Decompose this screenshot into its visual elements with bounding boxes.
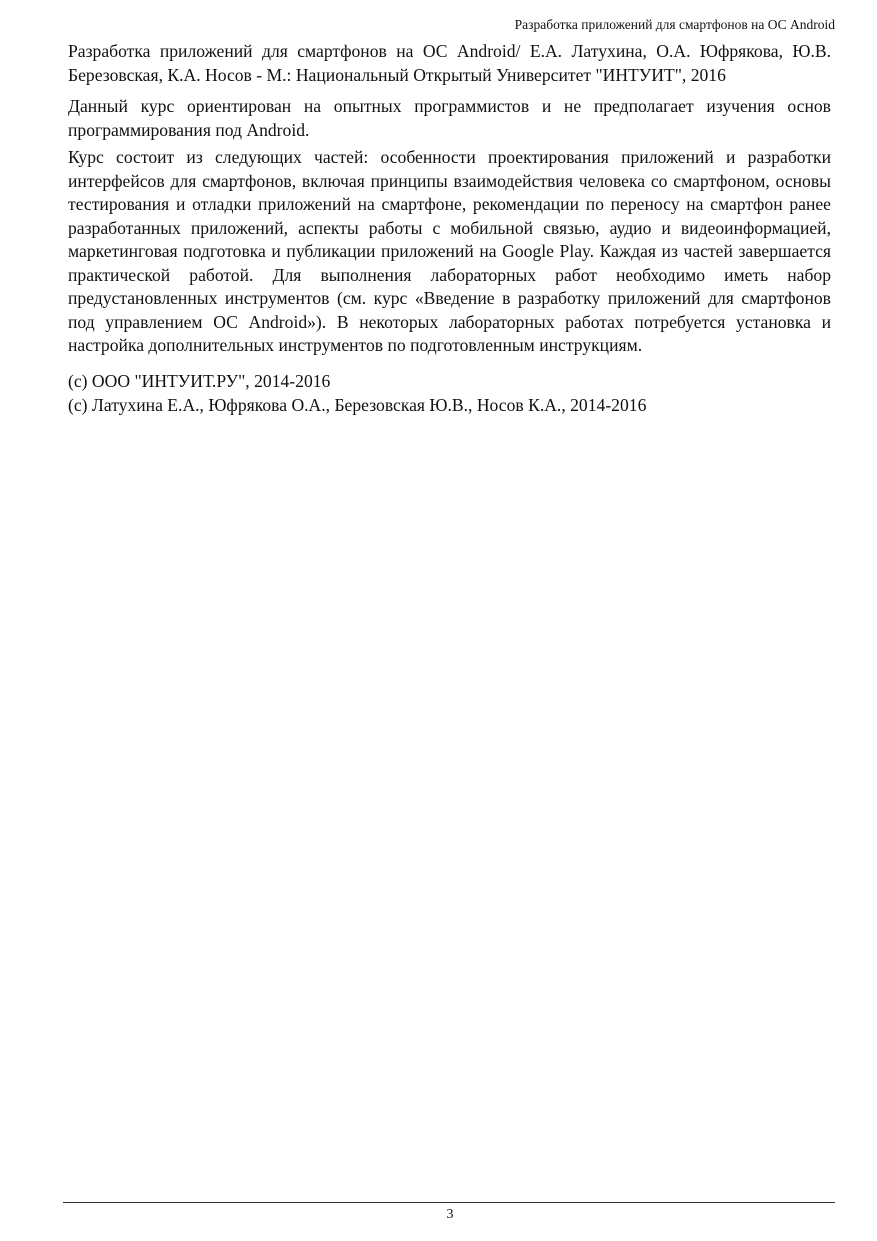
course-description-intro: Данный курс ориентирован на опытных программистов и не предполагает изучения основ программирования под Android. <box>68 96 831 140</box>
footer-divider <box>63 1202 835 1203</box>
page-body <box>68 40 831 417</box>
copyright-publisher: (c) ООО "ИНТУИТ.РУ", 2014-2016 <box>68 370 331 391</box>
page-number: 3 <box>446 1207 454 1222</box>
copyright-authors: (c) Латухина Е.А., Юфрякова О.А., Березовская Ю.В., Носов К.А., 2014-2016 <box>68 394 647 415</box>
bibliographic-citation: Разработка приложений для смартфонов на ОС Android/ Е.А. Латухина, О.А. Юфрякова, Ю.В. Березовская, К.А. Носов - М.: Национальный Открытый Университет "ИНТУИТ", 2016 <box>68 41 831 85</box>
running-header: Разработка приложений для смартфонов на ОС Android <box>514 17 835 32</box>
course-description-details: Курс состоит из следующих частей: особенности проектирования приложений и разработки интерфейсов для смартфонов, включая принципы взаимодействия человека со смартфоном, основы тестирования и отладки приложений на смартфоне, рекомендации по переносу на смартфон ранее разработанных приложений, аспекты работы с мобильной связью, аудио и видеоинформацией, маркетинговая подготовка и публикации приложений на Google Play. Каждая из частей завершается практической работой. Для выполнения лабораторных работ необходимо иметь набор предустановленных инструментов (см. курс «Введение в разработку приложений для смартфонов под управлением ОС Android»). В некоторых лабораторных работах потребуется установка и настройка дополнительных инструментов по подготовленным инструкциям. <box>68 147 831 355</box>
